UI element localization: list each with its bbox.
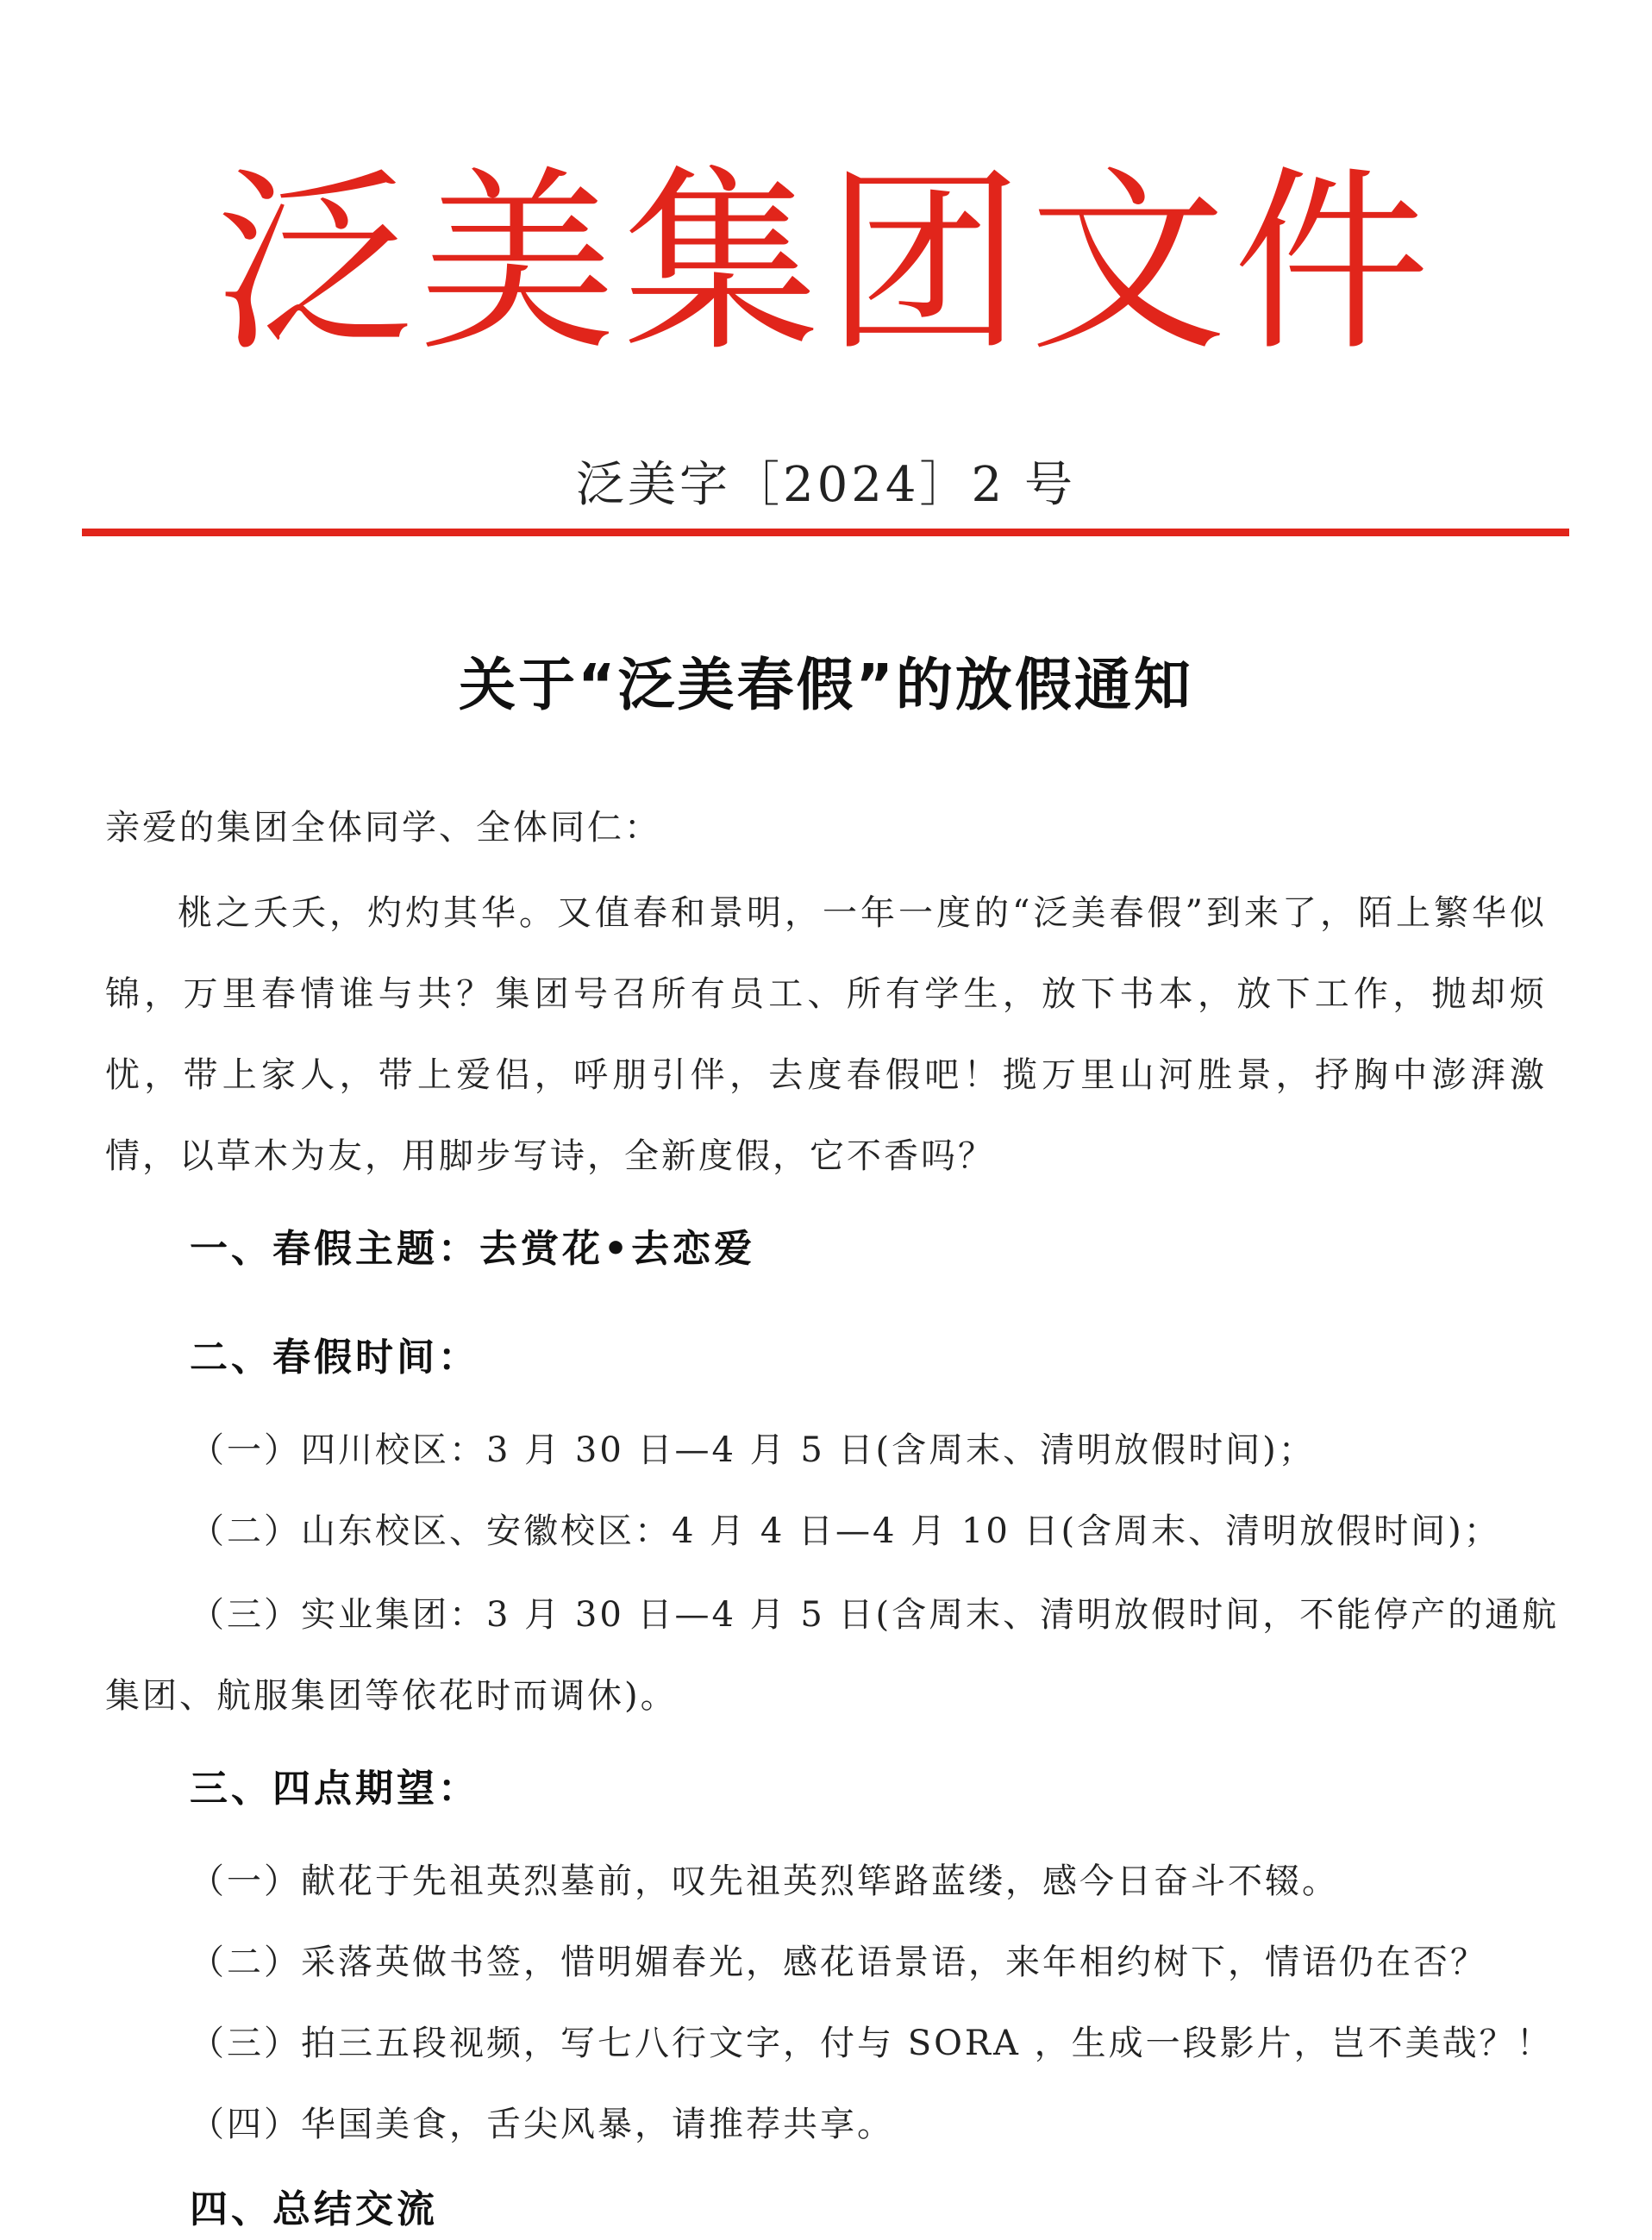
expectation-item-3: （三）拍三五段视频，写七八行文字，付与 SORA ，生成一段影片，岂不美哉？！ bbox=[190, 2024, 1554, 2063]
time-item-sichuan: （一）四川校区：3 月 30 日—4 月 5 日(含周末、清明放假时间)； bbox=[190, 1430, 1316, 1470]
red-divider-line bbox=[82, 529, 1569, 536]
expectation-item-1: （一）献花于先祖英烈墓前，叹先祖英烈筚路蓝缕，感今日奋斗不辍。 bbox=[190, 1861, 1339, 1901]
expectation-item-4: （四）华国美食，舌尖风暴，请推荐共享。 bbox=[190, 2105, 894, 2144]
section-heading-expectations: 三、四点期望： bbox=[190, 1767, 479, 1811]
section-heading-theme: 一、春假主题：去赏花•去恋爱 bbox=[190, 1227, 756, 1271]
time-item-industry-group: （三）实业集团：3 月 30 日—4 月 5 日(含周末、清明放假时间，不能停产的通航集团、航服集团等依花时而调休)。 bbox=[105, 1595, 1560, 1716]
salutation: 亲爱的集团全体同学、全体同仁： bbox=[105, 808, 661, 848]
section-heading-time: 二、春假时间： bbox=[190, 1336, 479, 1380]
document-number: 泛美字［2024］2 号 bbox=[576, 457, 1076, 513]
org-document-header: 泛美集团文件 bbox=[216, 148, 1436, 378]
time-item-shandong-anhui: （二）山东校区、安徽校区：4 月 4 日—4 月 10 日(含周末、清明放假时间)； bbox=[190, 1511, 1501, 1551]
intro-paragraph: 桃之夭夭，灼灼其华。又值春和景明，一年一度的“泛美春假”到来了，陌上繁华似锦，万里春情谁与共？集团号召所有员工、所有学生，放下书本，放下工作，抛却烦忧，带上家人，带上爱侣，呼朋引伴，去度春假吧！揽万里山河胜景，抒胸中澎湃激情，以草木为友，用脚步写诗，全新度假，它不香吗？ bbox=[105, 893, 1547, 1176]
notice-title: 关于“泛美春假”的放假通知 bbox=[459, 652, 1193, 718]
expectation-item-2: （二）采落英做书签，惜明媚春光，感花语景语，来年相约树下，情语仍在否？ bbox=[190, 1943, 1487, 1982]
section-heading-next-cut-off: 四、总结交流 bbox=[190, 2187, 438, 2231]
